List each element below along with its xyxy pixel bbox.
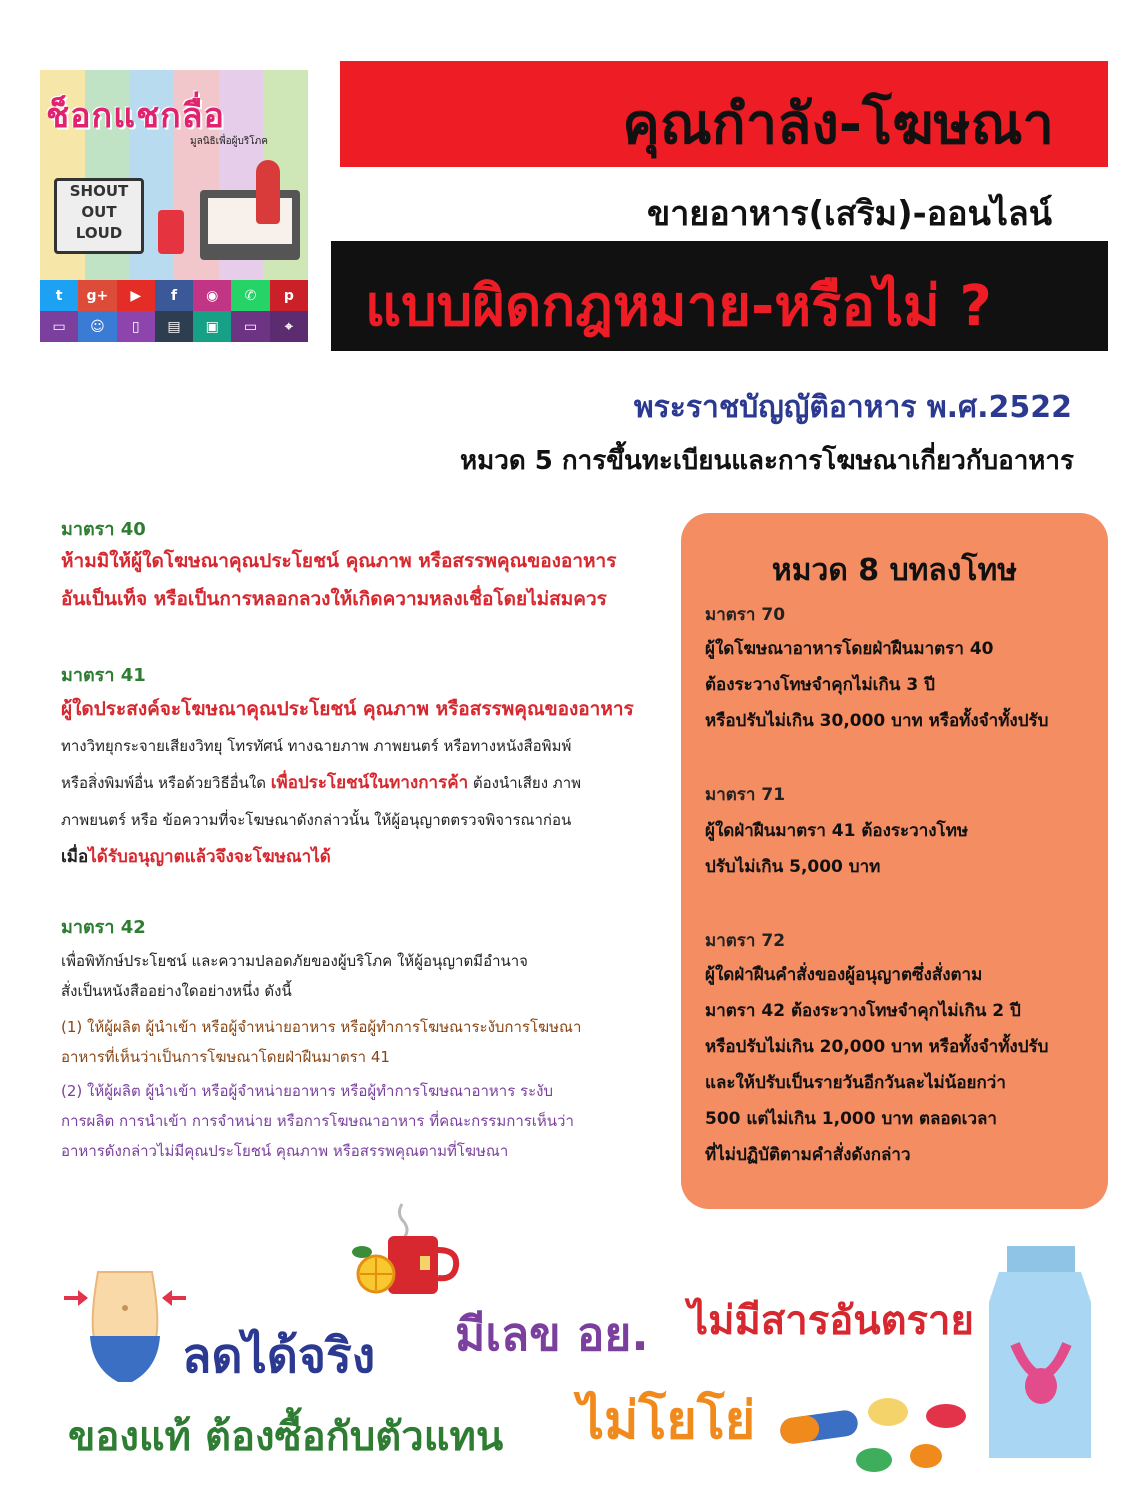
header-line3: แบบผิดกฎหมาย-หรือไม่ ? bbox=[365, 274, 992, 339]
section-40-line: ห้ามมิให้ผู้ใดโฆษณาคุณประโยชน์ คุณภาพ หรือสรรพคุณของอาหาร bbox=[61, 550, 617, 572]
television-icon: ▭ bbox=[231, 311, 269, 342]
radio-icon: ▤ bbox=[155, 311, 193, 342]
media-icons-row bbox=[40, 311, 308, 342]
section-41-text: ต้องนำเสียง ภาพ bbox=[468, 774, 582, 792]
slogan-safe: ไม่มีสารอันตราย bbox=[688, 1298, 974, 1344]
section-40-line: อันเป็นเท็จ หรือเป็นการหลอกลวงให้เกิดความหลงเชื่อโดยไม่สมควร bbox=[61, 588, 607, 610]
section-41-body bbox=[61, 728, 581, 876]
tea-cup-icon bbox=[348, 1200, 468, 1300]
section-42-item-2 bbox=[61, 1076, 574, 1166]
penalty-70-line: ผู้ใดโฆษณาอาหารโดยฝ่าฝืนมาตรา 40 bbox=[705, 639, 994, 659]
youtube-icon: ▶ bbox=[117, 280, 155, 311]
penalty-70-label: มาตรา 70 bbox=[705, 605, 786, 625]
section-41-line bbox=[61, 839, 581, 876]
shopper-icon bbox=[256, 160, 280, 224]
logo-subtitle: มูลนิธิเพื่อผู้บริโภค bbox=[190, 136, 268, 147]
logo bbox=[40, 70, 308, 342]
smartphone-icon bbox=[158, 210, 184, 254]
section-42-line: เพื่อพิทักษ์ประโยชน์ และความปลอดภัยของผู้บริโภค ให้ผู้อนุญาตมีอำนาจ bbox=[61, 952, 528, 970]
header-line1: คุณกำลัง-โฆษณา bbox=[622, 92, 1054, 157]
chapter-title: หมวด 5 การขึ้นทะเบียนและการโฆษณาเกี่ยวกับอาหาร bbox=[459, 446, 1074, 476]
penalty-panel bbox=[681, 513, 1108, 1209]
bottle-icon bbox=[985, 1246, 1095, 1460]
section-40-label: มาตรา 40 bbox=[61, 519, 146, 540]
pills-icon bbox=[776, 1390, 976, 1480]
penalty-72-line: 500 แต่ไม่เกิน 1,000 บาท ตลอดเวลา bbox=[705, 1109, 997, 1129]
penalty-72-line: หรือปรับไม่เกิน 20,000 บาท หรือทั้งจำทั้งปรับ bbox=[705, 1037, 1049, 1057]
section-41-line: ภาพยนตร์ หรือ ข้อความที่จะโฆษณาดังกล่าวนั้น ให้ผู้อนุญาตตรวจพิจารณาก่อน bbox=[61, 811, 572, 829]
section-42-line: อาหารที่เห็นว่าเป็นการโฆษณาโดยฝ่าฝืนมาตรา 41 bbox=[61, 1048, 390, 1066]
people-icon: ☺ bbox=[78, 311, 116, 342]
penalty-72-line: ที่ไม่ปฏิบัติตามคำสั่งดังกล่าว bbox=[705, 1145, 911, 1165]
header-red-banner bbox=[340, 61, 1108, 167]
slogan-genuine: ของแท้ ต้องซื้อกับตัวแทน bbox=[68, 1414, 504, 1460]
section-42-item-1 bbox=[61, 1012, 581, 1072]
google-plus-icon: g+ bbox=[78, 280, 116, 311]
slogan-slim: ลดได้จริง bbox=[182, 1328, 376, 1384]
header-black-banner bbox=[331, 241, 1108, 351]
section-41-label: มาตรา 41 bbox=[61, 665, 146, 686]
out-text: OUT bbox=[81, 203, 117, 221]
section-42-line: (1) ให้ผู้ผลิต ผู้นำเข้า หรือผู้จำหน่ายอาหาร หรือผู้ทำการโฆษณาระงับการโฆษณา bbox=[61, 1018, 582, 1036]
penalty-72-line: ผู้ใดฝ่าฝืนคำสั่งของผู้อนุญาตซึ่งสั่งตาม bbox=[705, 965, 983, 985]
shout-text: SHOUT bbox=[69, 182, 129, 200]
waist-icon bbox=[60, 1268, 190, 1388]
act-title: พระราชบัญญัติอาหาร พ.ศ.2522 bbox=[633, 390, 1072, 425]
header-line2: ขายอาหาร(เสริม)-ออนไลน์ bbox=[646, 194, 1052, 234]
section-41-text: เมื่อ bbox=[61, 847, 89, 867]
section-41-line bbox=[61, 765, 581, 802]
facebook-icon: f bbox=[155, 280, 193, 311]
phone-icon: ▯ bbox=[117, 311, 155, 342]
penalty-72-line: และให้ปรับเป็นรายวันอีกวันละไม่น้อยกว่า bbox=[705, 1073, 1006, 1093]
penalty-70-line: หรือปรับไม่เกิน 30,000 บาท หรือทั้งจำทั้งปรับ bbox=[705, 711, 1049, 731]
shout-out-loud-badge bbox=[54, 178, 144, 254]
pinterest-icon: p bbox=[270, 280, 308, 311]
section-42-line: อาหารดังกล่าวไม่มีคุณประโยชน์ คุณภาพ หรือสรรพคุณตามที่โฆษณา bbox=[61, 1142, 509, 1160]
tv-icon: ▭ bbox=[40, 311, 78, 342]
section-40-text bbox=[61, 542, 616, 618]
logo-title: ช็อกแชกลื่อ bbox=[46, 96, 225, 136]
slogan-fda: มีเลข อย. bbox=[455, 1307, 649, 1361]
social-icons-row bbox=[40, 280, 308, 311]
antenna-icon: ⌖ bbox=[270, 311, 308, 342]
loud-text: LOUD bbox=[75, 224, 123, 242]
penalty-71-line: ผู้ใดฝ่าฝืนมาตรา 41 ต้องระวางโทษ bbox=[705, 821, 969, 841]
penalty-71-line: ปรับไม่เกิน 5,000 บาท bbox=[705, 857, 881, 877]
computer-icon: ▣ bbox=[193, 311, 231, 342]
whatsapp-icon: ✆ bbox=[231, 280, 269, 311]
slogan-yoyo: ไม่โยโย่ bbox=[578, 1391, 756, 1451]
section-41-text: หรือสิ่งพิมพ์อื่น หรือด้วยวิธีอื่นใด bbox=[61, 774, 271, 792]
section-41-heading: ผู้ใดประสงค์จะโฆษณาคุณประโยชน์ คุณภาพ หรือสรรพคุณของอาหาร bbox=[61, 698, 634, 720]
penalty-72-label: มาตรา 72 bbox=[705, 931, 786, 951]
section-42-line: สั่งเป็นหนังสืออย่างใดอย่างหนึ่ง ดังนี้ bbox=[61, 982, 292, 1000]
section-41-highlight: ได้รับอนุญาตแล้วจึงจะโฆษณาได้ bbox=[88, 847, 331, 867]
penalty-title: หมวด 8 บทลงโทษ bbox=[771, 553, 1018, 588]
penalty-71-label: มาตรา 71 bbox=[705, 785, 786, 805]
camera-icon: ◉ bbox=[193, 280, 231, 311]
section-42-label: มาตรา 42 bbox=[61, 917, 146, 938]
laptop-shop-icon bbox=[200, 190, 300, 260]
section-41-line: ทางวิทยุกระจายเสียงวิทยุ โทรทัศน์ ทางฉายภาพ ภาพยนตร์ หรือทางหนังสือพิมพ์ bbox=[61, 737, 572, 755]
section-42-line: การผลิต การนำเข้า การจำหน่าย หรือการโฆษณาอาหาร ที่คณะกรรมการเห็นว่า bbox=[61, 1112, 574, 1130]
section-41-highlight: เพื่อประโยชน์ในทางการค้า bbox=[270, 773, 469, 793]
penalty-70-line: ต้องระวางโทษจำคุกไม่เกิน 3 ปี bbox=[705, 675, 935, 695]
section-42-intro bbox=[61, 946, 528, 1006]
twitter-icon: t bbox=[40, 280, 78, 311]
section-42-line: (2) ให้ผู้ผลิต ผู้นำเข้า หรือผู้จำหน่ายอาหาร หรือผู้ทำการโฆษณาอาหาร ระงับ bbox=[61, 1082, 553, 1100]
penalty-72-line: มาตรา 42 ต้องระวางโทษจำคุกไม่เกิน 2 ปี bbox=[705, 1001, 1021, 1021]
